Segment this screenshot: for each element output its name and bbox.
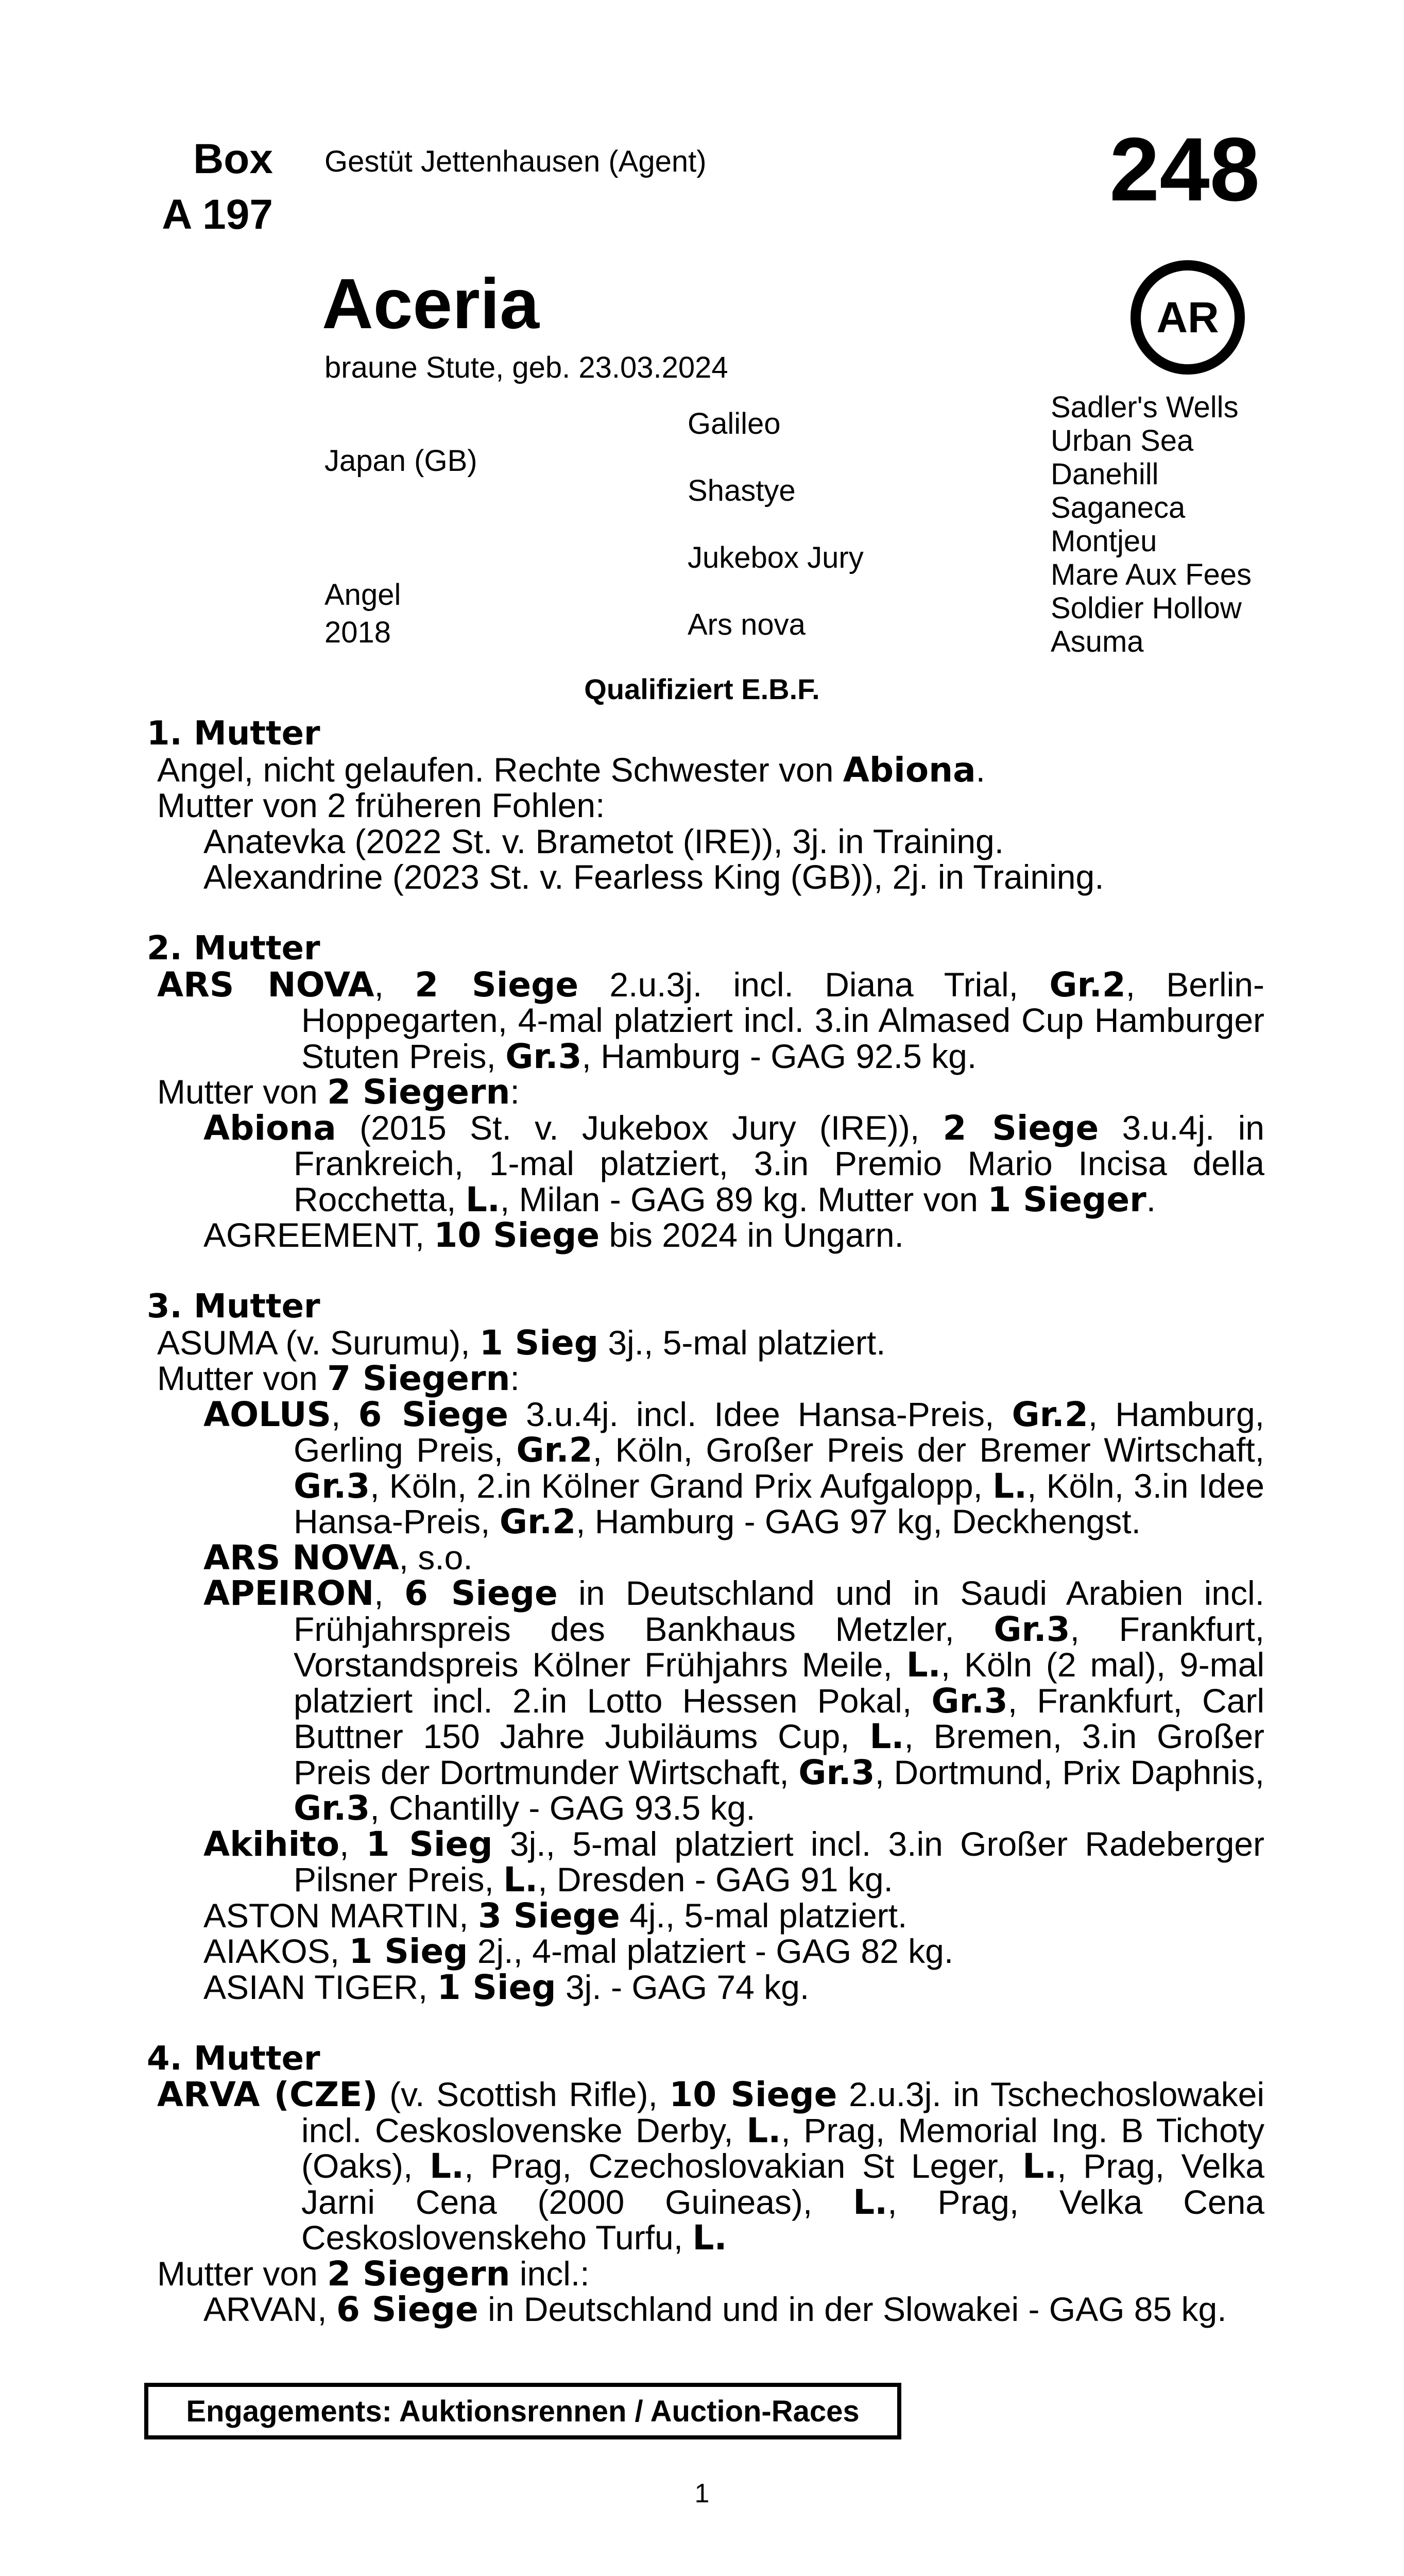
grade: L. [1022, 2146, 1057, 2186]
text: ARVAN, [203, 2290, 336, 2328]
grade: Gr.3 [294, 1466, 370, 1506]
text: , Frankfurt, Carl Buttner 150 Jahre Jubiläums Cup, [294, 1681, 1264, 1755]
pedigree-grandparent: Jukebox Jury [688, 541, 864, 574]
wins: 6 Siege [336, 2290, 478, 2329]
text: , Hamburg - GAG 97 kg, Deckhengst. [576, 1502, 1141, 1540]
grade: L. [906, 1645, 941, 1685]
text: ASTON MARTIN, [203, 1896, 478, 1935]
text: , Köln, 2.in Kölner Grand Prix Aufgalopp, [370, 1466, 992, 1505]
catalogue-body [147, 716, 1264, 2328]
produce-entry [147, 1967, 1264, 2007]
text: 2.u.3j. incl. Diana Trial, [578, 965, 1050, 1004]
text: , Köln (2 mal), 9-mal platziert incl. 2.in Lotto Hessen Pokal, [294, 1646, 1264, 1720]
text: , Prag, Velka Jarni Cena (2000 Guineas), [301, 2147, 1264, 2221]
text: AGREEMENT, [203, 1216, 434, 1254]
box-label: Box [193, 135, 273, 182]
text: , Milan - GAG 89 kg. Mutter von [500, 1180, 988, 1218]
produce-heading [147, 2253, 1264, 2294]
text: 3.u.4j. incl. Idee Hansa-Preis, [508, 1395, 1012, 1433]
dam-entry [147, 964, 1264, 1076]
text: (2015 St. v. Jukebox Jury (IRE)), [336, 1108, 943, 1147]
text: bis 2024 in Ungarn. [600, 1216, 904, 1254]
text: , [339, 1824, 366, 1863]
text: in Deutschland und in der Slowakei - GAG 85 kg. [478, 2290, 1227, 2328]
text: , Chantilly - GAG 93.5 kg. [370, 1789, 756, 1827]
text: , [374, 965, 415, 1004]
bold-name: Abiona [843, 750, 976, 790]
winners: 1 Sieger [987, 1179, 1146, 1219]
ar-badge [1131, 260, 1245, 375]
dam-entry [147, 2077, 1264, 2256]
text: . [975, 750, 985, 789]
text: , Dortmund, Prix Daphnis, [875, 1753, 1264, 1791]
pedigree-grandparent: Shastye [688, 474, 796, 507]
grade: L. [503, 1860, 538, 1900]
wins: 6 Siege [404, 1573, 558, 1613]
wins: 2 Siege [415, 964, 579, 1005]
horse-description: braune Stute, geb. 23.03.2024 [324, 351, 728, 384]
text: Mutter von [157, 1359, 328, 1397]
pedigree-great-grandparent: Sadler's Wells [1051, 391, 1239, 424]
text: ASIAN TIGER, [203, 1968, 437, 2006]
grade: Gr.2 [1049, 964, 1126, 1005]
wins: 1 Sieg [479, 1323, 598, 1363]
grade: L. [692, 2218, 727, 2258]
box-number: A 197 [162, 191, 273, 238]
produce-heading [147, 1361, 1264, 1397]
text: 3j., 5-mal platziert incl. 3.in Großer Radeberger Pilsner Preis, [294, 1824, 1264, 1899]
text: , s.o. [399, 1538, 473, 1577]
bold-name: Abiona [203, 1108, 336, 1148]
produce-entry [147, 1394, 1265, 1541]
bold-name: ARVA (CZE) [157, 2075, 378, 2114]
winners: 2 Siegern [327, 1072, 510, 1112]
grade: L. [429, 2146, 465, 2186]
text: , [374, 1574, 404, 1612]
pedigree-great-grandparent: Montjeu [1051, 524, 1157, 558]
bold-name: AOLUS [203, 1394, 332, 1434]
produce-entry: Anatevka (2022 St. v. Brametot (IRE)), 3j. in Training. [203, 822, 1004, 860]
produce-entry [147, 1575, 1264, 1826]
text: in Deutschland und in Saudi Arabien incl. Frühjahrspreis des Bankhaus Metzler, [294, 1574, 1264, 1648]
dam-entry [147, 1325, 1264, 1361]
text: , Frankfurt, Vorstandspreis Kölner Frühjahrs Meile, [294, 1609, 1264, 1684]
text: Mutter von [157, 1073, 328, 1111]
grade: Gr.2 [516, 1430, 593, 1470]
wins: 2 Siege [943, 1108, 1099, 1148]
produce-entry [147, 2292, 1264, 2328]
pedigree-great-grandparent: Danehill [1051, 457, 1159, 491]
pedigree-great-grandparent: Soldier Hollow [1051, 591, 1242, 625]
winners: 2 Siegern [327, 2253, 510, 2294]
bold-name: ARS NOVA [157, 964, 374, 1005]
text: , Hamburg - GAG 92.5 kg. [581, 1037, 977, 1075]
section-title-4th-dam: 4. Mutter [147, 2039, 320, 2078]
text: Angel, nicht gelaufen. Rechte Schwester von [157, 750, 843, 789]
dam-entry [147, 752, 1264, 788]
section-title-3rd-dam: 3. Mutter [147, 1287, 320, 1326]
engagements-box [144, 2383, 901, 2439]
text: 3j., 5-mal platziert. [598, 1323, 886, 1362]
grade: Gr.3 [294, 1788, 370, 1828]
produce-heading: Mutter von 2 früheren Fohlen: [157, 786, 605, 824]
page-number: 1 [694, 2479, 710, 2509]
text: 2.u.3j. in Tschechoslowakei incl. Ceskoslovenske Derby, [301, 2075, 1265, 2149]
wins: 10 Siege [669, 2075, 837, 2114]
grade: Gr.3 [931, 1681, 1008, 1721]
text: , Hamburg, Gerling Preis, [294, 1395, 1264, 1469]
pedigree-dam-year: 2018 [324, 616, 391, 649]
text: , Köln, Großer Preis der Bremer Wirtschaft, [592, 1431, 1265, 1469]
grade: Gr.2 [1012, 1394, 1088, 1434]
produce-entry [147, 1110, 1264, 1218]
grade: L. [465, 1179, 500, 1219]
engagements-label: Engagements: Auktionsrennen / Auction-Races [186, 2394, 860, 2428]
grade: L. [992, 1466, 1028, 1506]
text: , Prag, Czechoslovakian St Leger, [464, 2147, 1023, 2185]
bold-name: Akihito [203, 1824, 340, 1864]
pedigree-dam: Angel [324, 578, 401, 612]
produce-entry: Alexandrine (2023 St. v. Fearless King (GB)), 2j. in Training. [203, 858, 1104, 896]
pedigree-grandparent: Ars nova [688, 608, 806, 641]
produce-heading [147, 1074, 1264, 1110]
text: : [510, 1073, 520, 1111]
text: incl.: [510, 2254, 590, 2293]
text: Mutter von [157, 2254, 328, 2293]
wins: 1 Sieg [366, 1824, 493, 1864]
wins: 1 Sieg [437, 1967, 556, 2007]
text: , Berlin-Hoppegarten, 4-mal platziert incl. 3.in Almased Cup Hamburger Stuten Preis, [301, 965, 1264, 1075]
grade: Gr.3 [994, 1609, 1070, 1649]
winners: 7 Siegern [327, 1359, 510, 1398]
text: : [510, 1359, 520, 1397]
grade: L. [746, 2110, 781, 2150]
text: , [331, 1395, 358, 1433]
pedigree-great-grandparent: Mare Aux Fees [1051, 558, 1252, 591]
agent-name: Gestüt Jettenhausen (Agent) [324, 145, 707, 178]
pedigree-grandparent: Galileo [688, 407, 781, 440]
pedigree-great-grandparent: Asuma [1051, 625, 1144, 658]
text: 2j., 4-mal platziert - GAG 82 kg. [468, 1932, 954, 1970]
grade: L. [869, 1717, 904, 1756]
produce-entry [147, 1826, 1264, 1898]
text: (v. Scottish Rifle), [378, 2075, 670, 2113]
text: 3.u.4j. in Frankreich, 1-mal platziert, 3.in Premio Mario Incisa della Rocchetta, [294, 1108, 1264, 1218]
ar-badge-text: AR [1156, 293, 1219, 342]
pedigree-great-grandparent: Urban Sea [1051, 424, 1194, 457]
section-title-2nd-dam: 2. Mutter [147, 929, 320, 968]
produce-entry [147, 1895, 1264, 1936]
pedigree-sire: Japan (GB) [324, 444, 477, 478]
text: AIAKOS, [203, 1932, 349, 1970]
text: , Prag, Memorial Ing. B Tichoty (Oaks), [301, 2111, 1265, 2185]
text: . [1146, 1180, 1156, 1218]
grade: Gr.2 [499, 1502, 576, 1541]
lot-number: 248 [1109, 120, 1260, 220]
grade: Gr.3 [798, 1752, 875, 1792]
wins: 1 Sieg [349, 1931, 468, 1971]
text: , Prag, Velka Cena Ceskoslovenskeho Turfu, [301, 2182, 1264, 2257]
wins: 10 Siege [434, 1215, 600, 1255]
qualification-note: Qualifiziert E.B.F. [584, 673, 820, 705]
text: 4j., 5-mal platziert. [620, 1896, 908, 1935]
wins: 3 Siege [477, 1895, 620, 1936]
grade: Gr.3 [505, 1036, 582, 1076]
text: ASUMA (v. Surumu), [157, 1323, 480, 1362]
text: , Köln, 3.in Idee Hansa-Preis, [294, 1466, 1264, 1540]
produce-entry [147, 1217, 1264, 1253]
grade: L. [853, 2182, 888, 2222]
wins: 6 Siege [358, 1394, 509, 1434]
pedigree-great-grandparent: Saganeca [1051, 491, 1186, 524]
section-title-1st-dam: 1. Mutter [147, 715, 320, 753]
box-label-block [144, 131, 273, 243]
text: 3j. - GAG 74 kg. [556, 1968, 810, 2006]
bold-name: APEIRON [203, 1573, 374, 1613]
produce-entry [147, 1537, 1264, 1578]
text: , Dresden - GAG 91 kg. [538, 1860, 893, 1899]
horse-name: Aceria [322, 264, 539, 344]
text: , Bremen, 3.in Großer Preis der Dortmunder Wirtschaft, [294, 1717, 1265, 1791]
bold-name: ARS NOVA [203, 1537, 399, 1578]
produce-entry [147, 1931, 1264, 1971]
